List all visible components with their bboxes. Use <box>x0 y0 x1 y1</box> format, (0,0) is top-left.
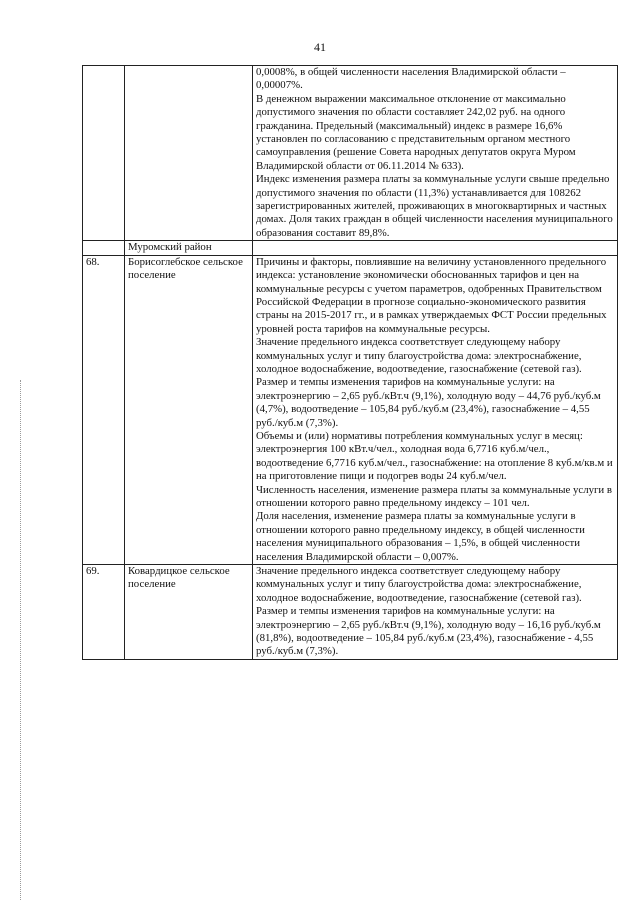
paragraph: Значение предельного индекса соответствует следующему набору коммунальных услуг и типу благоустройства дома: электроснабжение, холодное водоснабжение, водоотведение, газоснабжение (сетевой газ). <box>256 565 582 604</box>
paragraph: Значение предельного индекса соответствует следующему набору коммунальных услуг и типу благоустройства дома: электроснабжение, холодное водоснабжение, водоотведение, газоснабжение (сетевой газ). <box>256 336 582 375</box>
paragraph: Объемы и (или) нормативы потребления коммунальных услуг в месяц: электроэнергия 100 кВт.ч/чел., холодная вода 6,7716 куб.м/чел., водоотведение 6,7716 куб.м/чел., газоснабжение: на отопление 8 куб.м/кв.м и на приготовление пищи и подогрев воды 24 куб.м/чел. <box>256 429 613 483</box>
settlement-name-cell: Ковардицкое сельское поселение <box>125 565 253 660</box>
paragraph: Численность населения, изменение размера платы за коммунальные услуги в отношении которого равно предельному индексу – 101 чел. <box>256 483 613 509</box>
paragraph: Доля населения, изменение размера платы за коммунальные услуги в отношении которого равно предельному индексу, в общей численности населения муниципального образования – 1,5%, в общей численности населения Владимирской области – 0,007%. <box>256 510 585 563</box>
description-cell <box>253 565 618 660</box>
paragraph: Размер и темпы изменения тарифов на коммунальные услуги: на электроэнергию – 2,65 руб./кВт.ч (9,1%), холодную воду – 16,16 руб./куб.м (81,8%), водоотведение – 105,84 руб./куб.м (23,4%), газоснабжение - 4,55 руб./куб.м (7,3%). <box>256 605 601 658</box>
settlement-name-cell <box>125 66 253 241</box>
row-number-cell <box>83 66 125 241</box>
table-row-district <box>83 241 618 255</box>
table-row-continuation <box>83 66 618 241</box>
paragraph: Причины и факторы, повлиявшие на величину установленного предельного индекса: установление экономически обоснованных тарифов и цен на коммунальные ресурсы с учетом параметров, одобренных Правительством Российской Федерации в прогнозе социально-экономического развития страны на 2015-2017 гг., и в рамках утверждаемых ФСТ России предельных уровней роста тарифов на коммунальные ресурсы. <box>256 255 607 335</box>
table-row-69 <box>83 565 618 660</box>
district-name-cell: Муромский район <box>125 241 253 255</box>
tariff-table <box>82 65 618 660</box>
row-number-cell: 68. <box>83 255 125 564</box>
paragraph: В денежном выражении максимальное отклонение от максимально допустимого значения по области составляет 242,02 руб. на одного гражданина. Предельный (максимальный) индекс в размере 16,6% установлен по согласованию с представительным органом местного самоуправления (решение Совета народных депутатов округа Муром Владимирской области от 06.11.2014 № 633). <box>256 92 576 172</box>
paragraph: Индекс изменения размера платы за коммунальные услуги свыше предельно допустимого значения по области (11,3%) устанавливается для 108262 зарегистрированных жителей, проживающих в многоквартирных и частных домах. Доля таких граждан в общей численности населения муниципального образования составит 89,8%. <box>256 173 613 239</box>
paragraph: 0,0008%, в общей численности населения Владимирской области – 0,00007%. <box>256 66 566 92</box>
paragraph: Размер и темпы изменения тарифов на коммунальные услуги: на электроэнергию – 2,65 руб./кВт.ч (9,1%), холодную воду – 44,76 руб./куб.м (4,7%), водоотведение – 105,84 руб./куб.м (23,4%), газоснабжение – 4,55 руб./куб.м (7,3%). <box>256 376 601 429</box>
table-row-68 <box>83 255 618 564</box>
row-number-cell <box>83 241 125 255</box>
page-number: 41 <box>314 40 326 54</box>
scan-artifact-line <box>20 380 21 900</box>
description-cell <box>253 66 618 241</box>
row-number-cell: 69. <box>83 565 125 660</box>
settlement-name-cell: Борисоглебское сельское поселение <box>125 255 253 564</box>
description-cell <box>253 241 618 255</box>
description-cell <box>253 255 618 564</box>
